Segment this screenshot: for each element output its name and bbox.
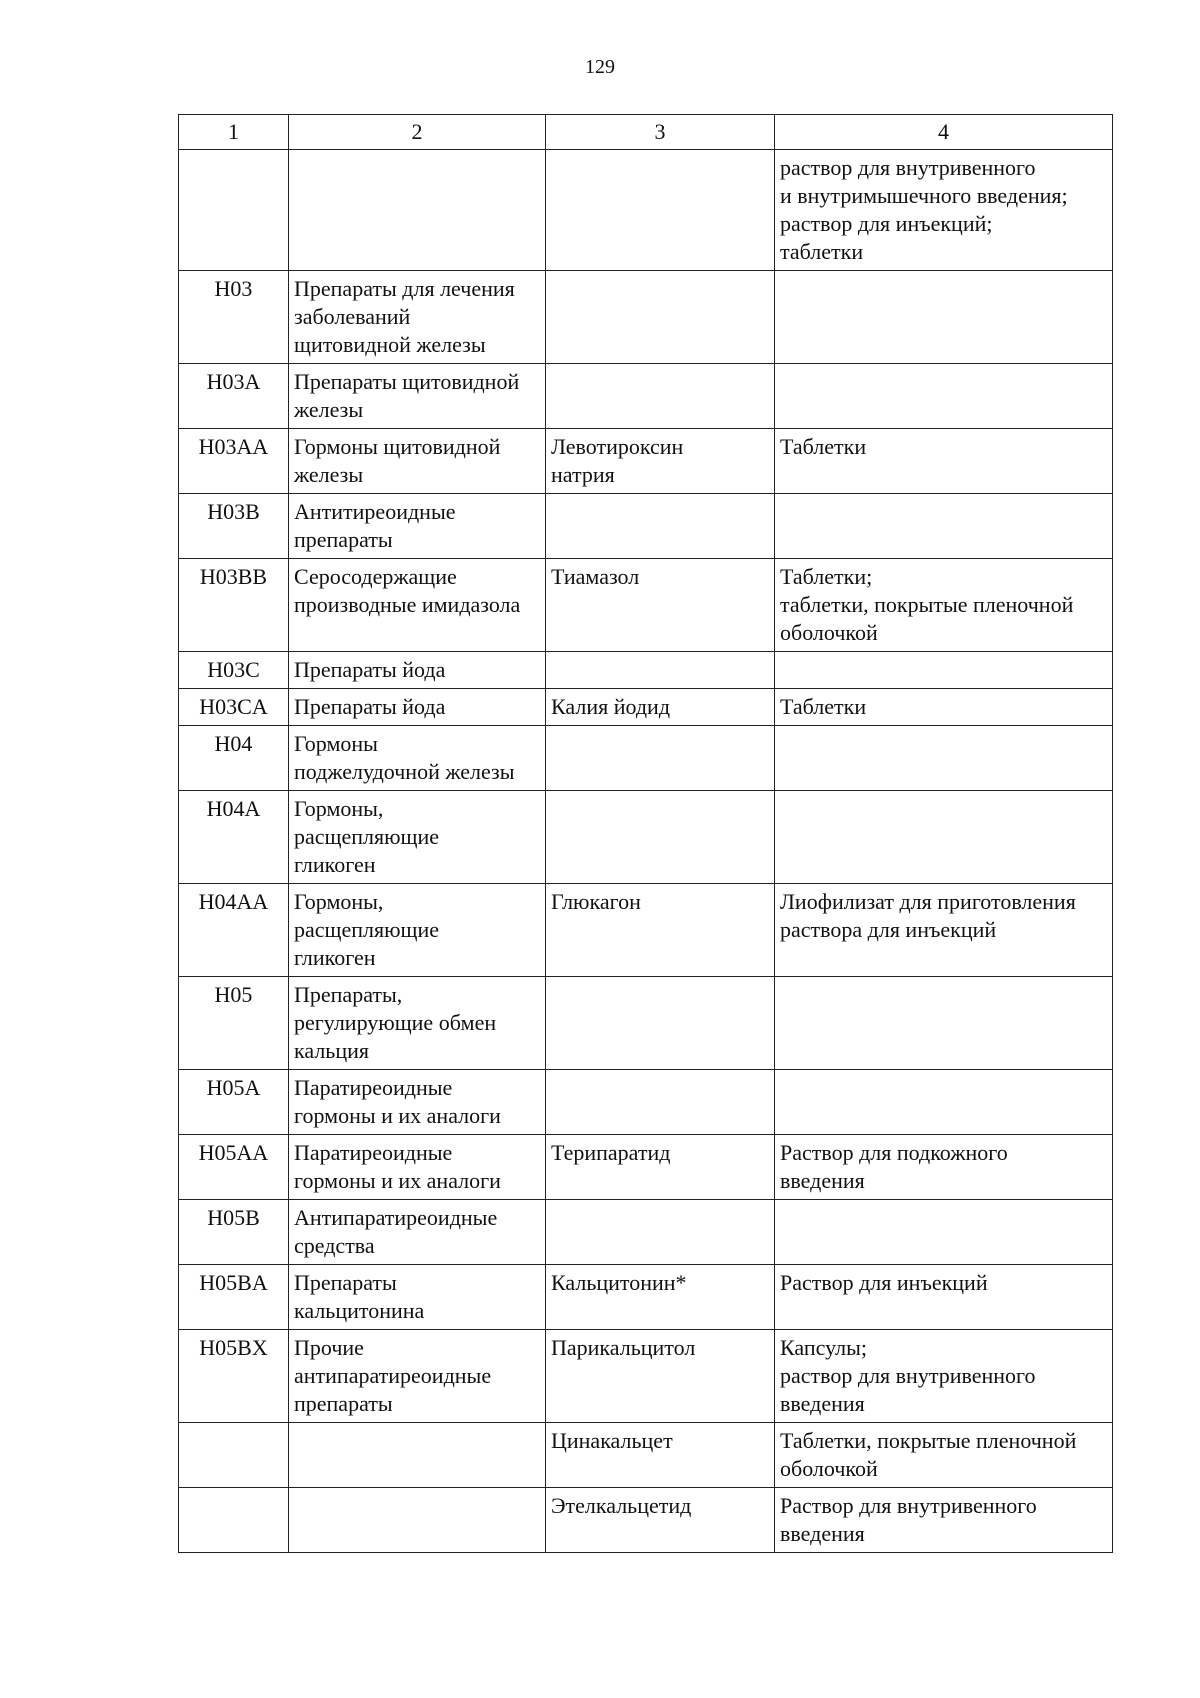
cell-text-line: введения <box>780 1521 865 1546</box>
table-body <box>179 150 1113 1553</box>
atc-code-cell <box>179 1200 289 1265</box>
atc-code-cell <box>179 689 289 726</box>
group-name-cell <box>289 559 546 652</box>
atc-code-cell <box>179 559 289 652</box>
cell-text-line: антипаратиреоидные <box>294 1363 492 1388</box>
cell-text-line: раствор для внутривенного <box>780 1363 1036 1388</box>
table-row <box>179 429 1113 494</box>
group-name-cell <box>289 150 546 271</box>
drug-name-cell <box>546 429 775 494</box>
table-row <box>179 1200 1113 1265</box>
atc-code-cell <box>179 1135 289 1200</box>
cell-text-line: Терипаратид <box>551 1140 671 1165</box>
drug-name-cell <box>546 1200 775 1265</box>
cell-text-line: Таблетки; <box>780 564 873 589</box>
atc-code-cell <box>179 977 289 1070</box>
table-row <box>179 689 1113 726</box>
atc-code-cell <box>179 271 289 364</box>
cell-text-line: Антипаратиреоидные <box>294 1205 498 1230</box>
page-number: 129 <box>585 56 615 78</box>
column-header-1: 1 <box>179 115 289 150</box>
dosage-form-cell <box>775 271 1113 364</box>
cell-text-line: H05A <box>206 1075 261 1100</box>
table-row <box>179 1330 1113 1423</box>
cell-text-line: Паратиреоидные <box>294 1075 453 1100</box>
table-row <box>179 726 1113 791</box>
atc-code-cell <box>179 494 289 559</box>
column-header-3: 3 <box>546 115 775 150</box>
cell-text-line: раствор для инъекций; <box>780 211 993 236</box>
cell-text-line: Кальцитонин* <box>551 1270 687 1295</box>
cell-text-line: H03A <box>206 369 261 394</box>
cell-text-line: расщепляющие <box>294 917 440 942</box>
dosage-form-cell <box>775 1423 1113 1488</box>
drug-name-cell <box>546 977 775 1070</box>
cell-text-line: щитовидной железы <box>294 332 486 357</box>
cell-text-line: Парикальцитол <box>551 1335 696 1360</box>
table-row <box>179 1488 1113 1553</box>
table-row <box>179 1135 1113 1200</box>
cell-text-line: гормоны и их аналоги <box>294 1168 501 1193</box>
cell-text-line: H05B <box>207 1205 260 1230</box>
cell-text-line: железы <box>294 462 364 487</box>
dosage-form-cell <box>775 1330 1113 1423</box>
cell-text-line: Антитиреоидные <box>294 499 456 524</box>
cell-text-line: гликоген <box>294 945 376 970</box>
cell-text-line: Раствор для подкожного <box>780 1140 1008 1165</box>
atc-code-cell <box>179 429 289 494</box>
dosage-form-cell <box>775 1070 1113 1135</box>
group-name-cell <box>289 1423 546 1488</box>
dosage-form-cell <box>775 364 1113 429</box>
cell-text-line: железы <box>294 397 364 422</box>
group-name-cell <box>289 977 546 1070</box>
cell-text-line: Прочие <box>294 1335 364 1360</box>
cell-text-line: кальция <box>294 1038 369 1063</box>
group-name-cell <box>289 1488 546 1553</box>
drug-name-cell <box>546 1070 775 1135</box>
cell-text-line: H05 <box>214 982 253 1007</box>
cell-text-line: оболочкой <box>780 1456 878 1481</box>
atc-code-cell <box>179 652 289 689</box>
cell-text-line: Раствор для внутривенного <box>780 1493 1037 1518</box>
atc-code-cell <box>179 726 289 791</box>
drug-name-cell <box>546 884 775 977</box>
cell-text-line: поджелудочной железы <box>294 759 515 784</box>
cell-text-line: раствор для внутривенного <box>780 155 1036 180</box>
cell-text-line: натрия <box>551 462 615 487</box>
table-row <box>179 791 1113 884</box>
atc-code-cell <box>179 1423 289 1488</box>
drug-name-cell <box>546 1330 775 1423</box>
table-row <box>179 150 1113 271</box>
cell-text-line: препараты <box>294 527 393 552</box>
cell-text-line: оболочкой <box>780 620 878 645</box>
cell-text-line: H05BA <box>199 1270 268 1295</box>
drug-name-cell <box>546 1488 775 1553</box>
dosage-form-cell <box>775 1200 1113 1265</box>
cell-text-line: H03 <box>214 276 253 301</box>
cell-text-line: Препараты йода <box>294 694 446 719</box>
dosage-form-cell <box>775 652 1113 689</box>
drug-table <box>178 114 1113 1553</box>
cell-text-line: препараты <box>294 1391 393 1416</box>
drug-name-cell <box>546 364 775 429</box>
table-row <box>179 559 1113 652</box>
group-name-cell <box>289 884 546 977</box>
cell-text-line: Лиофилизат для приготовления <box>780 889 1076 914</box>
table-header-row <box>179 115 1113 150</box>
cell-text-line: Препараты для лечения <box>294 276 515 301</box>
cell-text-line: Капсулы; <box>780 1335 868 1360</box>
dosage-form-cell <box>775 689 1113 726</box>
cell-text-line: Калия йодид <box>551 694 671 719</box>
group-name-cell <box>289 1135 546 1200</box>
dosage-form-cell <box>775 1488 1113 1553</box>
cell-text-line: заболеваний <box>294 304 411 329</box>
drug-name-cell <box>546 494 775 559</box>
cell-text-line: производные имидазола <box>294 592 521 617</box>
group-name-cell <box>289 1200 546 1265</box>
cell-text-line: H05AA <box>198 1140 269 1165</box>
cell-text-line: H03B <box>207 499 260 524</box>
cell-text-line: и внутримышечного введения; <box>780 183 1068 208</box>
column-header-2: 2 <box>289 115 546 150</box>
table-row <box>179 494 1113 559</box>
cell-text-line: кальцитонина <box>294 1298 425 1323</box>
atc-code-cell <box>179 1070 289 1135</box>
cell-text-line: Этелкальцетид <box>551 1493 692 1518</box>
atc-code-cell <box>179 1265 289 1330</box>
cell-text-line: Тиамазол <box>551 564 640 589</box>
drug-name-cell <box>546 559 775 652</box>
drug-name-cell <box>546 726 775 791</box>
table-row <box>179 1070 1113 1135</box>
drug-name-cell <box>546 1423 775 1488</box>
atc-code-cell <box>179 1330 289 1423</box>
atc-code-cell <box>179 884 289 977</box>
cell-text-line: H03C <box>207 657 260 682</box>
cell-text-line: Гормоны, <box>294 889 384 914</box>
group-name-cell <box>289 494 546 559</box>
cell-text-line: Левотироксин <box>551 434 684 459</box>
dosage-form-cell <box>775 1135 1113 1200</box>
cell-text-line: регулирующие обмен <box>294 1010 497 1035</box>
table-row <box>179 1265 1113 1330</box>
cell-text-line: таблетки, покрытые пленочной <box>780 592 1074 617</box>
drug-name-cell <box>546 1265 775 1330</box>
cell-text-line: Препараты щитовидной <box>294 369 520 394</box>
cell-text-line: введения <box>780 1168 865 1193</box>
cell-text-line: таблетки <box>780 239 864 264</box>
dosage-form-cell <box>775 726 1113 791</box>
drug-name-cell <box>546 271 775 364</box>
cell-text-line: H04 <box>214 731 253 756</box>
cell-text-line: введения <box>780 1391 865 1416</box>
cell-text-line: Паратиреоидные <box>294 1140 453 1165</box>
table-row <box>179 977 1113 1070</box>
dosage-form-cell <box>775 977 1113 1070</box>
dosage-form-cell <box>775 1265 1113 1330</box>
column-header-4: 4 <box>775 115 1113 150</box>
cell-text-line: H05BX <box>199 1335 268 1360</box>
atc-code-cell <box>179 150 289 271</box>
drug-name-cell <box>546 689 775 726</box>
atc-code-cell <box>179 1488 289 1553</box>
drug-name-cell <box>546 652 775 689</box>
cell-text-line: Раствор для инъекций <box>780 1270 988 1295</box>
cell-text-line: H03AA <box>198 434 269 459</box>
cell-text-line: H04AA <box>198 889 269 914</box>
cell-text-line: Препараты йода <box>294 657 446 682</box>
cell-text-line: Серосодержащие <box>294 564 457 589</box>
cell-text-line: гормоны и их аналоги <box>294 1103 501 1128</box>
cell-text-line: Таблетки <box>780 694 867 719</box>
cell-text-line: средства <box>294 1233 375 1258</box>
cell-text-line: H03BB <box>199 564 268 589</box>
cell-text-line: Гормоны щитовидной <box>294 434 501 459</box>
drug-name-cell <box>546 1135 775 1200</box>
dosage-form-cell <box>775 791 1113 884</box>
cell-text-line: раствора для инъекций <box>780 917 997 942</box>
table-row <box>179 1423 1113 1488</box>
group-name-cell <box>289 652 546 689</box>
atc-code-cell <box>179 791 289 884</box>
dosage-form-cell <box>775 429 1113 494</box>
table-row <box>179 364 1113 429</box>
table-row <box>179 652 1113 689</box>
group-name-cell <box>289 791 546 884</box>
table-row <box>179 271 1113 364</box>
table-row <box>179 884 1113 977</box>
dosage-form-cell <box>775 494 1113 559</box>
group-name-cell <box>289 364 546 429</box>
atc-code-cell <box>179 364 289 429</box>
cell-text-line: расщепляющие <box>294 824 440 849</box>
group-name-cell <box>289 726 546 791</box>
cell-text-line: Препараты, <box>294 982 403 1007</box>
cell-text-line: Таблетки <box>780 434 867 459</box>
group-name-cell <box>289 1265 546 1330</box>
cell-text-line: H03CA <box>199 694 268 719</box>
cell-text-line: Таблетки, покрытые пленочной <box>780 1428 1077 1453</box>
dosage-form-cell <box>775 884 1113 977</box>
cell-text-line: H04A <box>206 796 261 821</box>
cell-text-line: Гормоны, <box>294 796 384 821</box>
cell-text-line: Цинакальцет <box>551 1428 673 1453</box>
drug-name-cell <box>546 150 775 271</box>
cell-text-line: Гормоны <box>294 731 378 756</box>
cell-text-line: Глюкагон <box>551 889 641 914</box>
group-name-cell <box>289 1070 546 1135</box>
drug-name-cell <box>546 791 775 884</box>
group-name-cell <box>289 689 546 726</box>
cell-text-line: гликоген <box>294 852 376 877</box>
dosage-form-cell <box>775 150 1113 271</box>
group-name-cell <box>289 1330 546 1423</box>
dosage-form-cell <box>775 559 1113 652</box>
group-name-cell <box>289 429 546 494</box>
cell-text-line: Препараты <box>294 1270 397 1295</box>
group-name-cell <box>289 271 546 364</box>
